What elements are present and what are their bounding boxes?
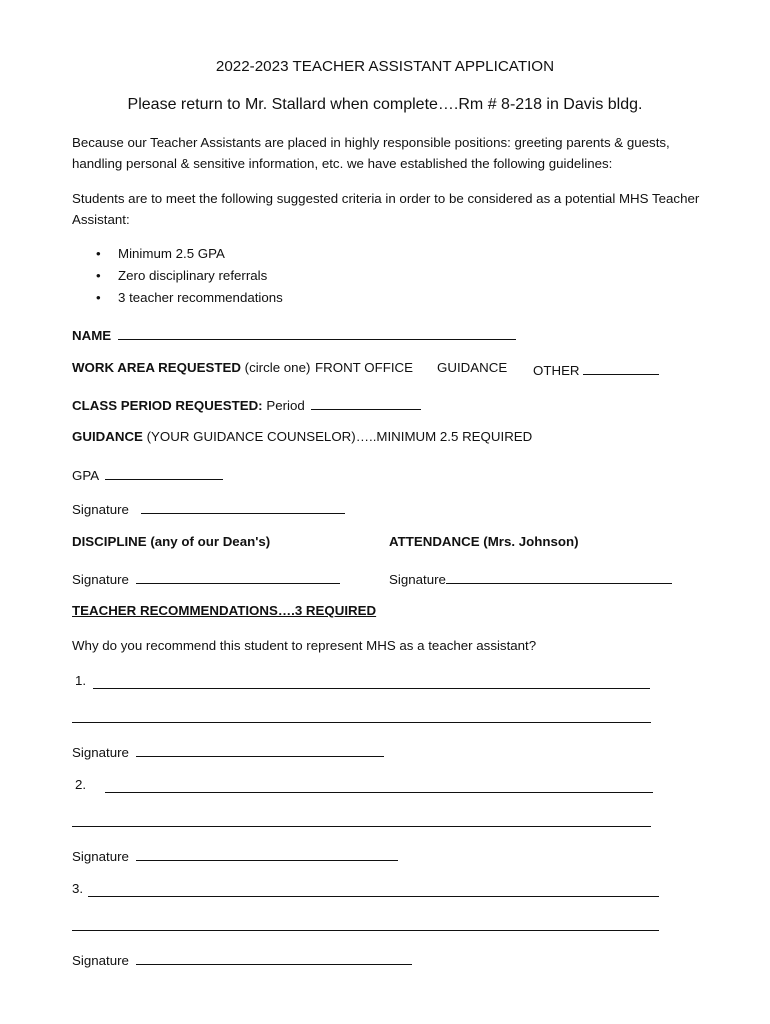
rec-1-line-2[interactable] xyxy=(72,722,651,723)
criteria-list xyxy=(96,243,283,309)
form-subtitle: Please return to Mr. Stallard when complete….Rm # 8-218 in Davis bldg. xyxy=(127,96,643,113)
recommendations-question: Why do you recommend this student to represent MHS as a teacher assistant? xyxy=(72,638,537,653)
rec-3-number: 3. xyxy=(72,881,84,896)
period-label: Period xyxy=(266,398,305,413)
option-other-label[interactable]: OTHER xyxy=(533,363,580,378)
name-row xyxy=(72,325,516,343)
gpa-field[interactable] xyxy=(105,465,223,480)
period-field[interactable] xyxy=(311,395,421,410)
discipline-label: DISCIPLINE (any of our Dean's) xyxy=(72,534,271,549)
signature-label: Signature xyxy=(389,572,446,587)
list-item: • Minimum 2.5 GPA xyxy=(96,243,283,265)
option-other xyxy=(533,360,659,378)
rec-1-line-1[interactable] xyxy=(93,688,650,689)
rec-3-signature-row xyxy=(72,950,412,968)
option-front-office[interactable]: FRONT OFFICE xyxy=(315,360,413,375)
intro-paragraph: Because our Teacher Assistants are placed in highly responsible positions: greeting parents & guests, handling personal & sensitive information, etc. we have established the following guidelines: xyxy=(72,135,670,171)
rec-2-number: 2. xyxy=(75,777,87,792)
guidance-label: GUIDANCE xyxy=(72,429,143,444)
class-period-row xyxy=(72,395,421,413)
rec-2-signature-row xyxy=(72,846,398,864)
attendance-signature-field[interactable] xyxy=(446,569,672,584)
option-guidance[interactable]: GUIDANCE xyxy=(437,360,508,375)
signature-label: Signature xyxy=(72,502,129,517)
work-area-row xyxy=(72,360,310,375)
gpa-row xyxy=(72,465,223,483)
work-area-hint: (circle one) xyxy=(244,360,311,375)
rec-2-line-1[interactable] xyxy=(105,792,653,793)
class-period-label: CLASS PERIOD REQUESTED: xyxy=(72,398,263,413)
other-field[interactable] xyxy=(583,360,659,375)
attendance-signature-row xyxy=(389,569,672,587)
signature-label: Signature xyxy=(72,745,129,760)
bullet-icon: • xyxy=(96,290,101,305)
name-label: NAME xyxy=(72,328,112,343)
attendance-label: ATTENDANCE (Mrs. Johnson) xyxy=(389,534,579,549)
signature-label: Signature xyxy=(72,953,129,968)
guidance-requirement: (YOUR GUIDANCE COUNSELOR)…..MINIMUM 2.5 REQUIRED xyxy=(146,429,533,444)
guidance-row xyxy=(72,429,532,444)
recommendations-heading: TEACHER RECOMMENDATIONS….3 REQUIRED xyxy=(72,603,377,618)
bullet-icon: • xyxy=(96,268,101,283)
name-field[interactable] xyxy=(118,325,516,340)
rec-1-signature-field[interactable] xyxy=(136,742,384,757)
rec-3-signature-field[interactable] xyxy=(136,950,412,965)
work-area-label: WORK AREA REQUESTED xyxy=(72,360,241,375)
rec-1-number: 1. xyxy=(75,673,87,688)
bullet-icon: • xyxy=(96,246,101,261)
gpa-label: GPA xyxy=(72,468,99,483)
list-item: • 3 teacher recommendations xyxy=(96,287,283,309)
rec-2-signature-field[interactable] xyxy=(136,846,398,861)
rec-3-line-2[interactable] xyxy=(72,930,659,931)
form-title: 2022-2023 TEACHER ASSISTANT APPLICATION xyxy=(215,58,555,75)
rec-2-line-2[interactable] xyxy=(72,826,651,827)
discipline-signature-row xyxy=(72,569,340,587)
guidance-signature-row xyxy=(72,499,345,517)
rec-1-signature-row xyxy=(72,742,384,760)
signature-label: Signature xyxy=(72,849,129,864)
signature-label: Signature xyxy=(72,572,129,587)
guidance-signature-field[interactable] xyxy=(141,499,345,514)
discipline-signature-field[interactable] xyxy=(136,569,340,584)
rec-3-line-1[interactable] xyxy=(88,896,659,897)
list-item: • Zero disciplinary referrals xyxy=(96,265,283,287)
criteria-intro: Students are to meet the following suggested criteria in order to be considered as a potential MHS Teacher Assistant: xyxy=(72,191,700,227)
